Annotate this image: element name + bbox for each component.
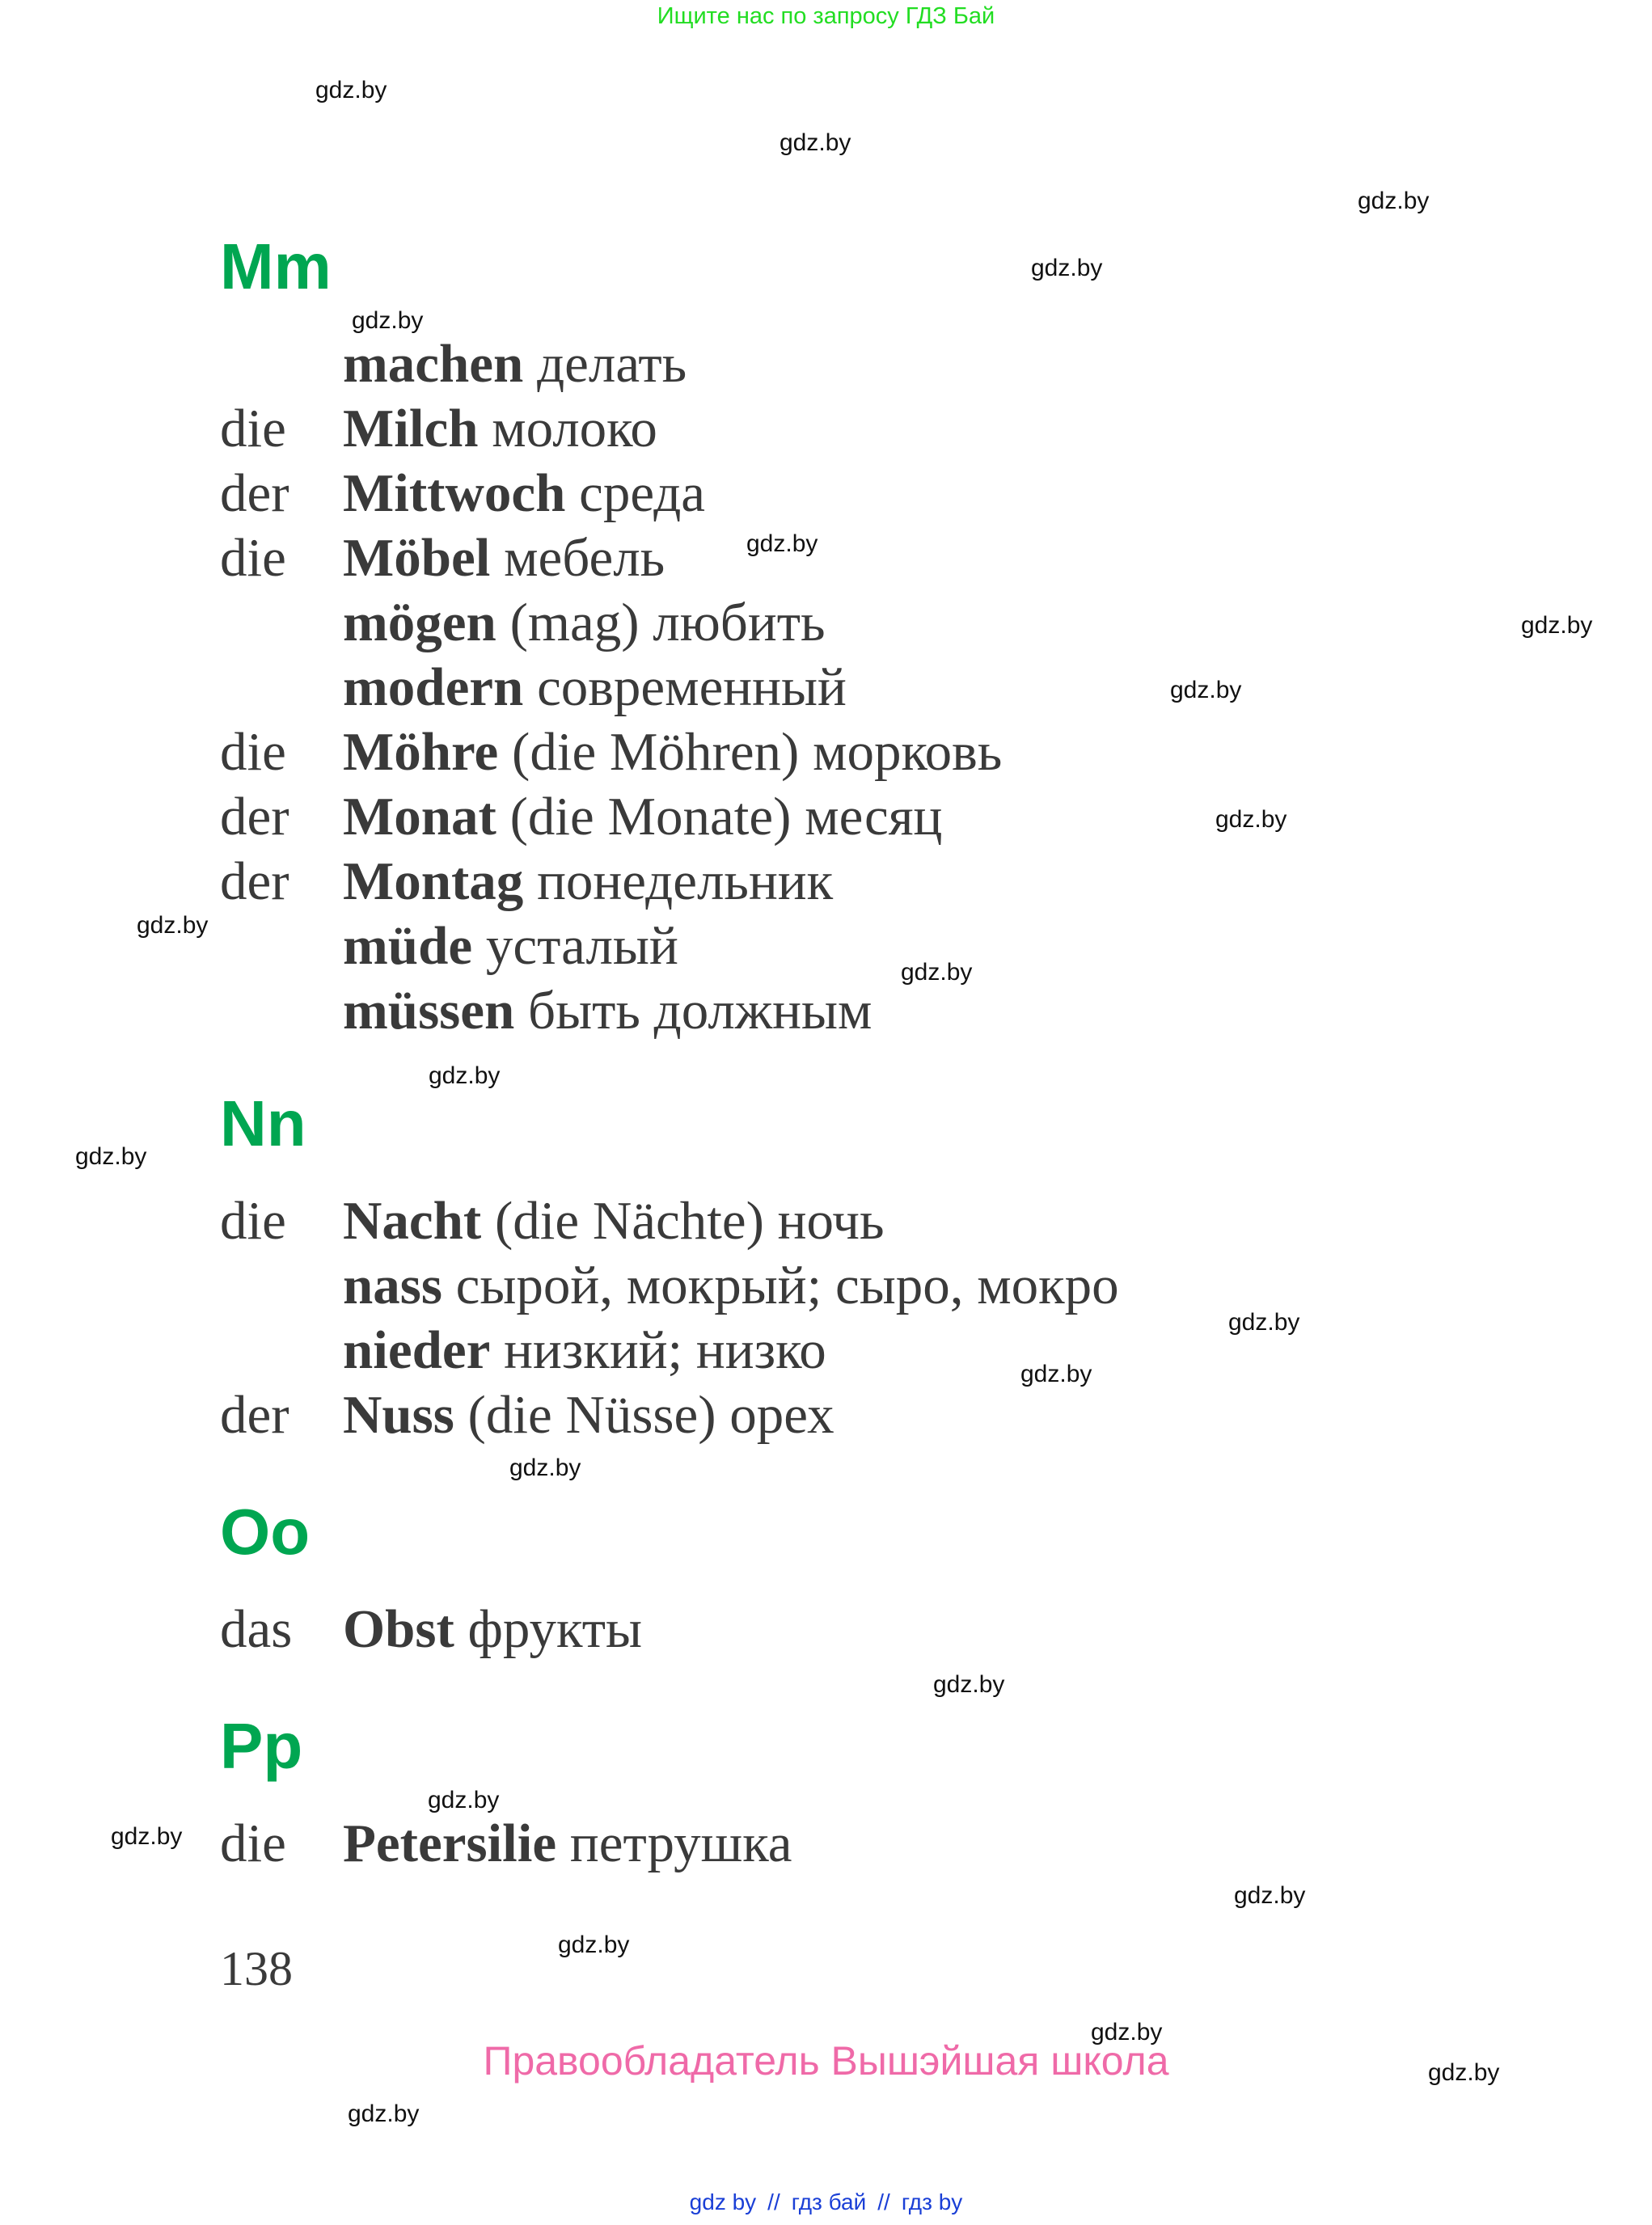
watermark: gdz.by bbox=[352, 307, 424, 334]
entry-text bbox=[343, 396, 657, 461]
dictionary-entry bbox=[220, 914, 1514, 978]
footer-links bbox=[0, 2189, 1652, 2215]
entry-translation: современный bbox=[523, 657, 847, 717]
footer-link-gdz-by-cyr[interactable]: гдз by bbox=[901, 2189, 963, 2214]
watermark: gdz.by bbox=[1020, 1361, 1092, 1387]
entry-translation: (die Monate) месяц bbox=[496, 787, 943, 847]
watermark: gdz.by bbox=[428, 1787, 500, 1813]
entry-word: nass bbox=[343, 1256, 442, 1315]
watermark: gdz.by bbox=[933, 1671, 1005, 1698]
entry-word: modern bbox=[343, 657, 524, 717]
entry-word: müde bbox=[343, 916, 473, 976]
entry-article: der bbox=[220, 851, 289, 911]
entry-word: Nuss bbox=[343, 1385, 454, 1445]
entry-article: die bbox=[220, 1191, 286, 1251]
entry-word: Obst bbox=[343, 1599, 454, 1659]
letter-heading-m: Mm bbox=[220, 230, 332, 302]
dictionary-entry bbox=[220, 784, 1514, 849]
entry-translation: (mag) любить bbox=[496, 593, 826, 652]
entry-word: Montag bbox=[343, 851, 524, 911]
entry-translation: делать bbox=[523, 334, 687, 394]
footer-link-gdz-by[interactable]: gdz by bbox=[689, 2189, 757, 2214]
watermark: gdz.by bbox=[1091, 2019, 1163, 2046]
entry-text bbox=[343, 590, 826, 655]
entry-translation: (die Möhren) морковь bbox=[498, 722, 1003, 782]
entry-translation: петрушка bbox=[556, 1813, 792, 1873]
dictionary-entry bbox=[220, 1188, 1514, 1253]
watermark: gdz.by bbox=[1215, 806, 1287, 833]
dictionary-entry bbox=[220, 526, 1514, 590]
watermark: gdz.by bbox=[558, 1932, 630, 1958]
letter-heading-n: Nn bbox=[220, 1087, 306, 1159]
letter-heading-p: Pp bbox=[220, 1710, 303, 1782]
dictionary-entry bbox=[220, 1383, 1514, 1447]
entry-article: der bbox=[220, 1385, 289, 1445]
dictionary-entry bbox=[220, 1318, 1514, 1383]
entry-text bbox=[343, 1253, 1119, 1318]
page-number: 138 bbox=[220, 1942, 293, 1995]
entry-translation: быть должным bbox=[514, 981, 872, 1041]
entry-word: Möbel bbox=[343, 528, 491, 588]
watermark: gdz.by bbox=[315, 77, 387, 103]
entry-text bbox=[343, 526, 665, 590]
entry-article: die bbox=[220, 1813, 286, 1873]
watermark: gdz.by bbox=[75, 1143, 147, 1170]
dictionary-entry bbox=[220, 396, 1514, 461]
watermark: gdz.by bbox=[1521, 612, 1593, 639]
entry-text bbox=[343, 784, 942, 849]
entry-word: Nacht bbox=[343, 1191, 482, 1251]
entry-translation: (die Nächte) ночь bbox=[481, 1191, 885, 1251]
footer-link-gdz-bai[interactable]: гдз бай bbox=[791, 2189, 867, 2214]
watermark: gdz.by bbox=[111, 1823, 183, 1850]
dictionary-entry bbox=[220, 590, 1514, 655]
watermark: gdz.by bbox=[348, 2100, 420, 2127]
footer-separator: // bbox=[877, 2189, 890, 2214]
entry-article: der bbox=[220, 463, 289, 523]
copyright-notice: Правообладатель Вышэйшая школа bbox=[483, 2038, 1169, 2084]
entry-translation: (die Nüsse) орех bbox=[454, 1385, 834, 1445]
entry-word: mögen bbox=[343, 593, 496, 652]
dictionary-entry bbox=[220, 978, 1514, 1043]
entry-translation: молоко bbox=[478, 399, 657, 458]
entry-word: Milch bbox=[343, 399, 479, 458]
dictionary-entry bbox=[220, 1811, 1514, 1876]
footer-separator: // bbox=[767, 2189, 780, 2214]
entry-text bbox=[343, 1597, 642, 1661]
entry-text bbox=[343, 1318, 826, 1383]
entry-text bbox=[343, 1811, 792, 1876]
entry-article: das bbox=[220, 1599, 293, 1659]
entry-text bbox=[343, 720, 1002, 784]
dictionary-entry bbox=[220, 461, 1514, 526]
entry-word: Monat bbox=[343, 787, 496, 847]
entry-word: Möhre bbox=[343, 722, 499, 782]
entry-text bbox=[343, 849, 833, 914]
entry-text bbox=[343, 914, 678, 978]
entry-article: die bbox=[220, 399, 286, 458]
entry-word: Mittwoch bbox=[343, 463, 566, 523]
watermark: gdz.by bbox=[1358, 188, 1430, 214]
letter-heading-o: Oo bbox=[220, 1496, 311, 1568]
dictionary-entry bbox=[220, 1253, 1514, 1318]
dictionary-entry bbox=[220, 331, 1514, 396]
entry-word: Petersilie bbox=[343, 1813, 557, 1873]
entry-translation: среда bbox=[565, 463, 706, 523]
entry-text bbox=[343, 655, 847, 720]
entry-translation: низкий; низко bbox=[490, 1320, 826, 1380]
dictionary-entry bbox=[220, 720, 1514, 784]
entry-text bbox=[343, 1383, 834, 1447]
entry-article: der bbox=[220, 787, 289, 847]
search-banner: Ищите нас по запросу ГДЗ Бай bbox=[657, 3, 995, 29]
watermark: gdz.by bbox=[1031, 255, 1103, 281]
watermark: gdz.by bbox=[429, 1062, 501, 1089]
entry-word: müssen bbox=[343, 981, 515, 1041]
entry-word: machen bbox=[343, 334, 524, 394]
watermark: gdz.by bbox=[509, 1454, 581, 1481]
entry-text bbox=[343, 978, 872, 1043]
entry-translation: фрукты bbox=[454, 1599, 643, 1659]
dictionary-entry bbox=[220, 655, 1514, 720]
entry-text bbox=[343, 1188, 885, 1253]
dictionary-entry bbox=[220, 1597, 1514, 1661]
watermark: gdz.by bbox=[746, 530, 818, 557]
watermark: gdz.by bbox=[1228, 1309, 1300, 1336]
watermark: gdz.by bbox=[1428, 2059, 1500, 2086]
entry-article: die bbox=[220, 722, 286, 782]
dictionary-entry bbox=[220, 849, 1514, 914]
entry-translation: мебель bbox=[490, 528, 665, 588]
entry-translation: сырой, мокрый; сыро, мокро bbox=[442, 1256, 1119, 1315]
entry-article: die bbox=[220, 528, 286, 588]
entry-translation: понедельник bbox=[523, 851, 834, 911]
watermark: gdz.by bbox=[1170, 677, 1242, 703]
entry-word: nieder bbox=[343, 1320, 491, 1380]
watermark: gdz.by bbox=[1234, 1882, 1306, 1909]
watermark: gdz.by bbox=[137, 912, 209, 939]
entry-text bbox=[343, 331, 687, 396]
entry-text bbox=[343, 461, 705, 526]
watermark: gdz.by bbox=[901, 959, 973, 986]
watermark: gdz.by bbox=[780, 129, 851, 156]
entry-translation: усталый bbox=[472, 916, 678, 976]
